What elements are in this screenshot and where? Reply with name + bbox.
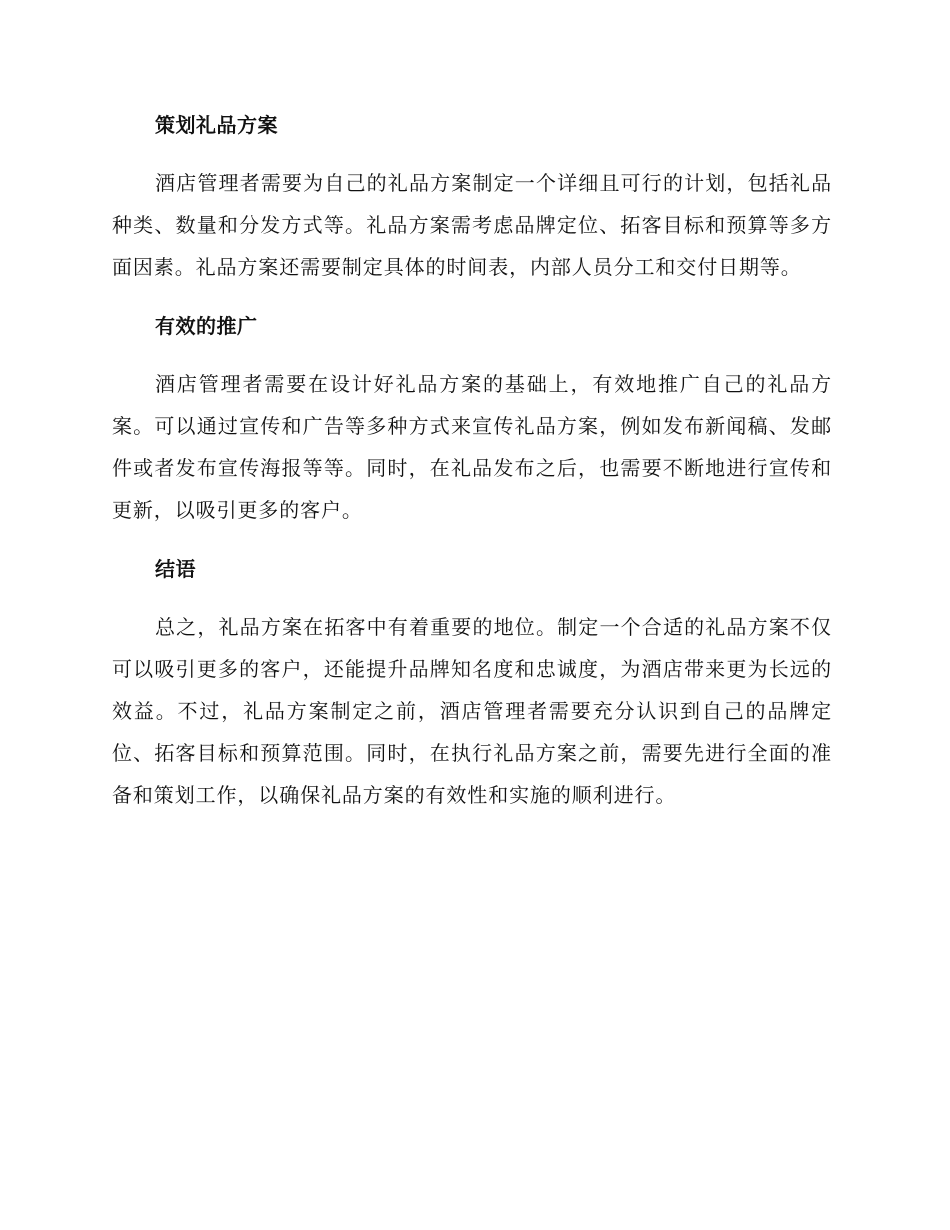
section-paragraph: 总之，礼品方案在拓客中有着重要的地位。制定一个合适的礼品方案不仅可以吸引更多的客户，还能提升品牌知名度和忠诚度，为酒店带来更为长远的效益。不过，礼品方案制定之前，酒店管理者需要充分认识到自己的品牌定位、拓客目标和预算范围。同时，在执行礼品方案之前，需要先进行全面的准备和策划工作，以确保礼品方案的有效性和实施的顺利进行。 (112, 615, 832, 807)
section-heading: 有效的推广 (155, 314, 258, 338)
document-page (112, 108, 832, 837)
section-conclusion (112, 552, 832, 816)
section-heading: 策划礼品方案 (155, 113, 278, 137)
section-paragraph: 酒店管理者需要在设计好礼品方案的基础上，有效地推广自己的礼品方案。可以通过宣传和广告等多种方式来宣传礼品方案，例如发布新闻稿、发邮件或者发布宣传海报等等。同时，在礼品发布之后，也需要不断地进行宣传和更新，以吸引更多的客户。 (112, 372, 832, 522)
section-planning (112, 108, 832, 288)
section-paragraph: 酒店管理者需要为自己的礼品方案制定一个详细且可行的计划，包括礼品种类、数量和分发方式等。礼品方案需考虑品牌定位、拓客目标和预算等多方面因素。礼品方案还需要制定具体的时间表，内部人员分工和交付日期等。 (112, 171, 832, 279)
section-promotion (112, 309, 832, 531)
section-heading: 结语 (155, 557, 196, 581)
